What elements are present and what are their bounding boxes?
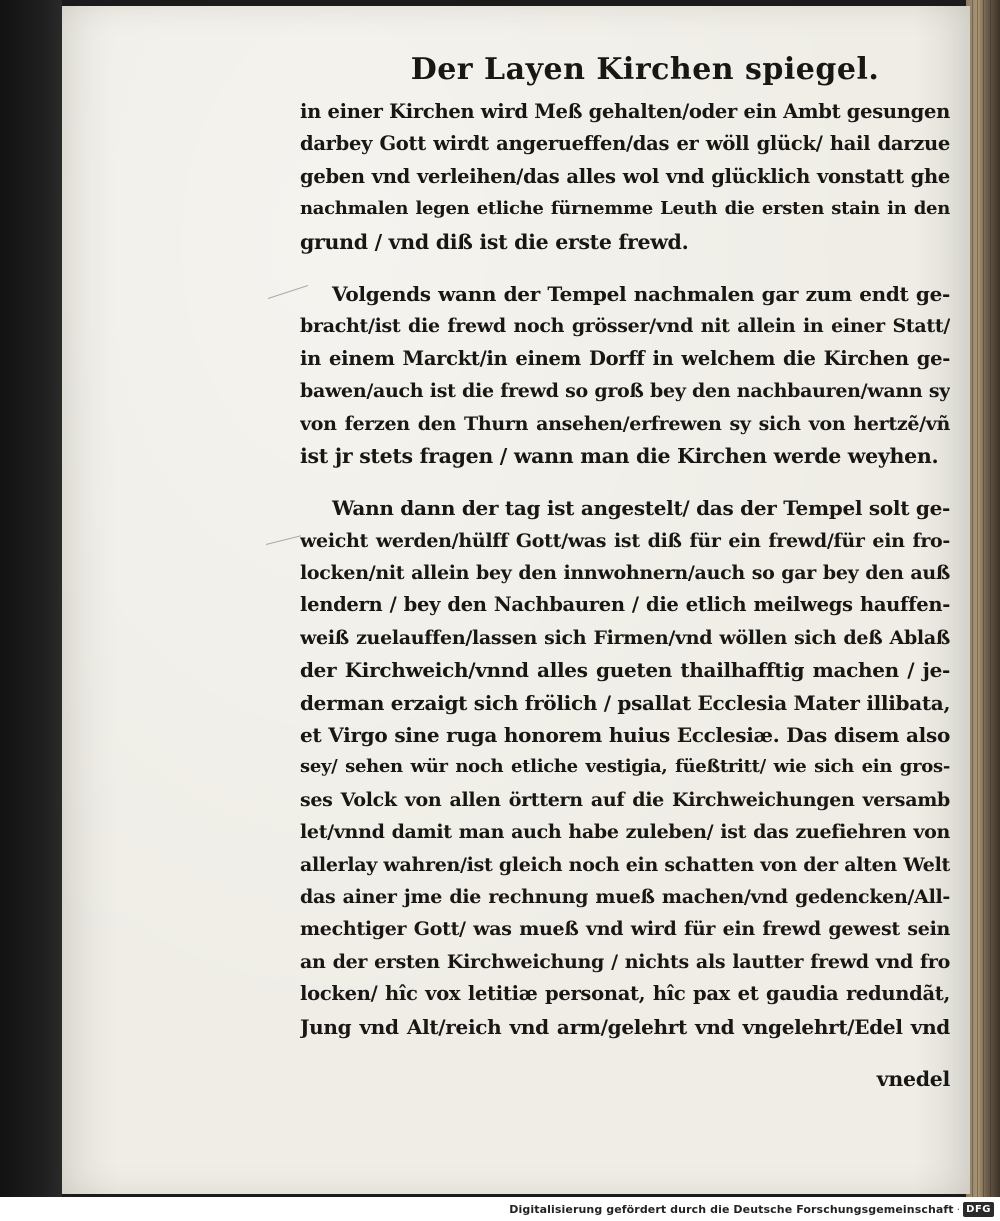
text-line: an der ersten Kirchweichung / nichts als lautter frewd vnd fro [300,950,950,973]
text-line: weiß zuelauffen/lassen sich Firmen/vnd wöllen sich deß Ablaß [300,626,950,649]
text-line: et Virgo sine ruga honorem huius Ecclesiæ. Das disem also [300,723,950,748]
text-line: sey/ sehen wür noch etliche vestigia, füeßtritt/ wie sich ein gros- [300,756,950,778]
pencil-mark [266,535,301,545]
text-line: nachmalen legen etliche fürnemme Leuth die ersten stain in den [300,198,950,220]
catchword: vnedel [876,1066,950,1091]
dfg-logo-icon: DFG [963,1202,994,1217]
text-line: Jung vnd Alt/reich vnd arm/gelehrt vnd vngelehrt/Edel vnd [300,1014,950,1039]
text-line: von ferzen den Thurn ansehen/erfrewen sy sich von hertzẽ/vñ [300,412,950,435]
book-spine-margin [0,0,62,1221]
text-line: grund / vnd diß ist die erste frewd. [300,229,689,254]
text-line: weicht werden/hülff Gott/was ist diß für ein frewd/für ein fro- [300,529,950,552]
text-line: ist jr stets fragen / wann man die Kirchen werde weyhen. [300,443,939,468]
page-text [300,50,950,1095]
page-edges [966,0,1000,1200]
book-page [62,6,970,1194]
text-line: geben vnd verleihen/das alles wol vnd glücklich vonstatt ghe [300,164,950,188]
paragraph [300,278,950,472]
text-line: der Kirchweich/vnnd alles gueten thailhafftig machen / je- [300,658,950,683]
paragraphs [300,96,950,1043]
footer-credit: Digitalisierung gefördert durch die Deutsche Forschungsgemeinschaft [509,1202,954,1216]
text-line: das ainer jme die rechnung mueß machen/vnd gedencken/All- [300,885,950,908]
text-line: in einer Kirchen wird Meß gehalten/oder ein Ambt gesungen [300,100,950,123]
text-line: ses Volck von allen örttern auf die Kirchweichungen versamb [300,788,950,811]
text-line: let/vnnd damit man auch habe zuleben/ ist das zuefiehren von [300,821,950,844]
text-line: Wann dann der tag ist angestelt/ das der Tempel solt ge- [332,496,950,521]
text-line: in einem Marckt/in einem Dorff in welchem die Kirchen ge- [300,346,950,370]
text-line: darbey Gott wirdt angerueffen/das er wöll glück/ hail darzue [300,132,950,156]
footer-separator: · [956,1202,961,1216]
text-line: lendern / bey den Nachbauren / die etlich meilwegs hauffen- [300,593,950,617]
text-line: allerlay wahren/ist gleich noch ein schatten von der alten Welt [300,853,950,876]
footer-bar [0,1197,1000,1221]
text-line: mechtiger Gott/ was mueß vnd wird für ein frewd gewest sein [300,918,950,941]
text-line: locken/ hîc vox letitiæ personat, hîc pax et gaudia redundãt, [300,982,950,1006]
text-line: bracht/ist die frewd noch grösser/vnd nit allein in einer Statt/ [300,315,950,338]
text-line: locken/nit allein bey den innwohnern/auch so gar bey den auß [300,562,950,585]
text-line: bawen/auch ist die frewd so groß bey den nachbauren/wann sy [300,380,950,403]
paragraph [300,96,950,258]
paragraph [300,492,950,1043]
text-line: Volgends wann der Tempel nachmalen gar zum endt ge- [332,281,950,306]
text-line: derman erzaigt sich frölich / psallat Ecclesia Mater illibata, [300,690,950,715]
running-head: Der Layen Kirchen spiegel. [410,52,880,87]
